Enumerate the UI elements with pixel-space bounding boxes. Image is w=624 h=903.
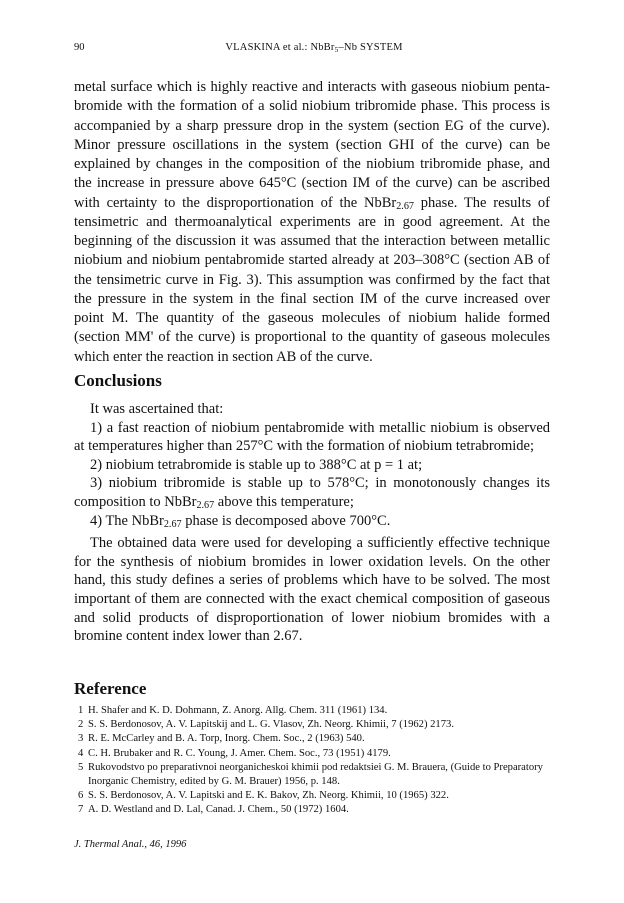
reference-text: S. S. Berdonosov, A. V. Lapitski and E. K. Bakov, Zh. Neorg. Khimii, 10 (1965) 322. [88, 790, 449, 802]
reference-item [78, 803, 558, 817]
running-head-prefix: VLASKINA et al.: NbBr [225, 42, 335, 53]
reference-text: C. H. Brubaker and R. C. Young, J. Amer. Chem. Soc., 73 (1951) 4179. [88, 747, 391, 759]
reference-number: 5 [78, 761, 84, 773]
conclusion-item-3-part2: above this temperature; [214, 493, 354, 510]
conclusion-item-1: 1) a fast reaction of niobium pentabromide with metallic niobium is observed at temperatures higher than 257°C with the formation of niobium tetrabromide; [74, 419, 550, 455]
running-head-suffix: –Nb SYSTEM [338, 42, 403, 53]
conclusion-item-2: 2) niobium tetrabromide is stable up to 388°C at p = 1 at; [90, 456, 423, 473]
body-paragraph-part1: metal surface which is highly reactive and interacts with gaseous niobium penta-bromide with the formation of a solid niobium tribromide phase. This process is accompanied by a sharp pressure drop in the system (section EG of the curve). Minor pressure oscillations in the system (section GHI of the curve) can be explained by changes in the composition of the niobium tribromide phase, and the increase in pressure above 645°C (section IM of the curve) can be ascribed with certainty to the disproportionation of the NbBr [74, 79, 550, 211]
conclusion-item-3-subscript: 2.67 [196, 499, 215, 511]
journal-footer: J. Thermal Anal., 46, 1996 [74, 839, 187, 850]
reference-list [78, 704, 558, 818]
reference-text: H. Shafer and K. D. Dohmann, Z. Anorg. Allg. Chem. 311 (1961) 134. [88, 705, 388, 716]
page-number: 90 [74, 42, 85, 53]
conclusions-closing: The obtained data were used for developing a sufficiently effective technique for the synthesis of niobium bromides in lower oxidation levels. On the other hand, this study defines a series of problems which have to be solved. The most important of them are connected with the exact chemical composition of gaseous and solid products of disproportionation of lower niobium bromides with a bromine content index lower than 2.67. [74, 535, 550, 645]
reference-text: R. E. McCarley and B. A. Torp, Inorg. Chem. Soc., 2 (1963) 540. [88, 733, 365, 745]
running-head-subscript: 5 [334, 45, 339, 54]
reference-number: 6 [78, 790, 84, 802]
reference-item [78, 747, 558, 761]
conclusion-item-4-part2: phase is decomposed above 700°C. [181, 512, 391, 529]
reference-item [78, 704, 558, 718]
body-paragraph-part2: phase. The results of tensimetric and thermoanalytical experiments are in good agreement. At the beginning of the discussion it was assumed that the interaction between metallic niobium and niobium pentabromide started already at 203–308°C (section AB of the tensimetric curve in Fig. 3). This assumption was confirmed by the fact that the pressure in the system in the final section IM of the curve increased over point M. The quantity of the gaseous molecules of niobium halide formed (section MM' of the curve) is proportional to the quantity of gaseous molecules which enter the reaction in section AB of the curve. [74, 194, 551, 365]
reference-text: A. D. Westland and D. Lal, Canad. J. Chem., 50 (1972) 1604. [88, 804, 349, 816]
body-paragraph-subscript: 2.67 [396, 200, 414, 212]
conclusion-item-4-subscript: 2.67 [163, 518, 182, 530]
reference-number: 4 [78, 747, 84, 759]
conclusions-heading: Conclusions [74, 371, 162, 390]
page-header [74, 42, 554, 58]
conclusions-section [74, 400, 550, 646]
reference-heading: Reference [74, 679, 147, 698]
reference-text: S. S. Berdonosov, A. V. Lapitskij and L. G. Vlasov, Zh. Neorg. Khimii, 7 (1962) 2173. [88, 719, 454, 731]
reference-item [78, 789, 558, 803]
conclusion-item-4 [74, 512, 550, 531]
reference-number: 1 [78, 705, 84, 716]
body-text [74, 78, 550, 367]
reference-item [78, 732, 558, 746]
body-paragraph [74, 78, 550, 367]
conclusion-item-4-part1: 4) The NbBr [90, 512, 164, 529]
reference-number: 2 [78, 719, 84, 731]
conclusion-item-3 [74, 474, 550, 511]
reference-number: 3 [78, 733, 84, 745]
reference-item [78, 761, 558, 789]
reference-item [78, 718, 558, 732]
conclusion-item-3-part1: 3) niobium tribromide is stable up to 578°C; in monotonously changes its composition to NbBr [74, 475, 550, 510]
reference-number: 7 [78, 804, 84, 816]
running-head [74, 42, 554, 53]
reference-text: Rukovodstvo po preparativnoi neorganicheskoi khimii pod redaktsiei G. M. Brauera, (Guide to Preparatory Inorganic Chemistry, edited by G. M. Brauer) 1956, p. 148. [88, 761, 543, 788]
conclusions-intro: It was ascertained that: [90, 401, 224, 417]
